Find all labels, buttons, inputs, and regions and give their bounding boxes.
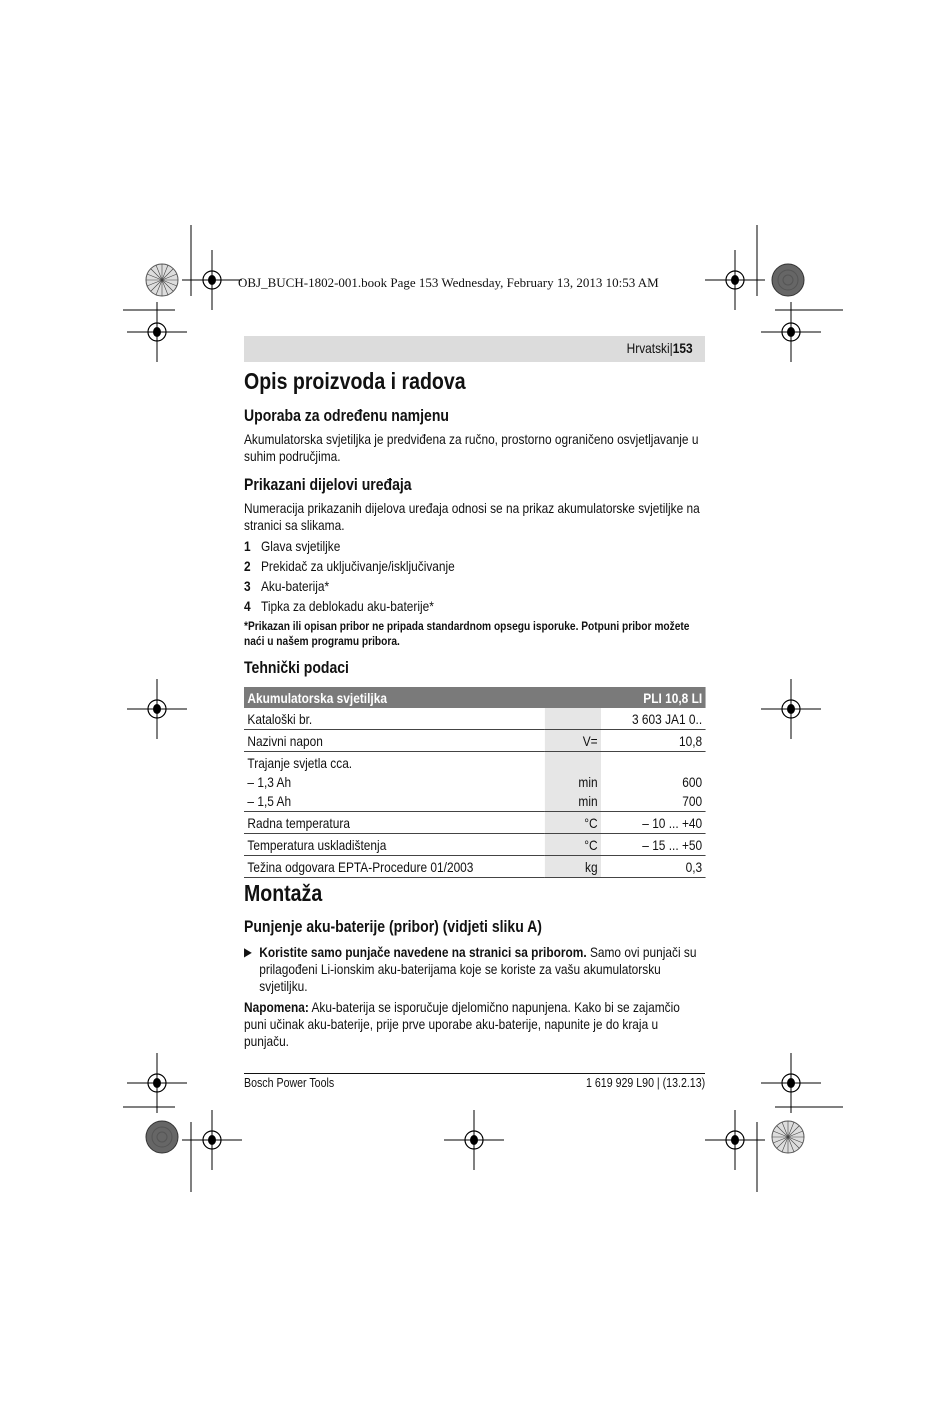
item-number: 4 bbox=[244, 598, 251, 614]
note-text: Aku-baterija se isporučuje djelomično napunjena. Kako bi se zajamčio puni učinak aku-baterije, prije prve uporabe aku-baterije, napunite je do kraja u punjaču. bbox=[244, 999, 680, 1049]
accessory-note: *Prikazan ili opisan pribor ne pripada standardnom opsegu isporuke. Potpuni pribor možete naći u našem programu pribora. bbox=[244, 619, 690, 648]
table-row bbox=[244, 752, 706, 774]
row-unit: °C bbox=[545, 834, 601, 856]
row-label: Temperatura uskladištenja bbox=[244, 834, 545, 856]
list-item bbox=[244, 558, 706, 578]
charger-instruction bbox=[244, 944, 706, 995]
item-number: 3 bbox=[244, 578, 251, 594]
charging-note bbox=[244, 999, 706, 1050]
item-number: 1 bbox=[244, 538, 251, 554]
row-label: – 1,5 Ah bbox=[244, 790, 545, 812]
parts-list bbox=[244, 538, 706, 618]
row-value: – 10 ... +40 bbox=[601, 812, 706, 834]
table-row bbox=[244, 834, 706, 856]
footer-brand: Bosch Power Tools bbox=[244, 1076, 335, 1090]
row-label: Kataloški br. bbox=[244, 708, 545, 730]
row-unit: °C bbox=[545, 812, 601, 834]
row-unit: min bbox=[545, 773, 601, 790]
page-header-bar bbox=[244, 336, 705, 362]
table-row bbox=[244, 812, 706, 834]
row-label: – 1,3 Ah bbox=[247, 773, 292, 790]
row-value: – 15 ... +50 bbox=[601, 834, 706, 856]
row-label: Nazivni napon bbox=[244, 730, 545, 752]
table-row bbox=[244, 730, 706, 752]
page-footer bbox=[244, 1073, 705, 1090]
page-number: 153 bbox=[673, 340, 693, 356]
row-unit bbox=[545, 752, 601, 774]
row-unit: kg bbox=[545, 856, 601, 878]
row-value: 700 bbox=[601, 790, 706, 812]
list-item bbox=[244, 578, 706, 598]
note-label: Napomena: bbox=[244, 999, 309, 1015]
table-header-value: PLI 10,8 LI bbox=[601, 687, 706, 708]
heading-parts: Prikazani dijelovi uređaja bbox=[244, 476, 412, 494]
table-header-row bbox=[244, 687, 706, 708]
row-unit: V= bbox=[545, 730, 601, 752]
instruction-bold: Koristite samo punjače navedene na stranici sa priborom. bbox=[259, 944, 587, 960]
row-unit: min bbox=[545, 790, 601, 812]
item-label: Tipka za deblokadu aku-baterije* bbox=[261, 598, 434, 614]
row-label: Trajanje svjetla cca. bbox=[247, 754, 353, 771]
item-label: Prekidač za uključivanje/isključivanje bbox=[261, 558, 455, 574]
footer-doc-number: 1 619 929 L90 | (13.2.13) bbox=[585, 1076, 705, 1090]
header-language: Hrvatski bbox=[627, 340, 671, 356]
heading-tech-data: Tehnički podaci bbox=[244, 659, 349, 677]
row-value bbox=[601, 752, 706, 774]
parts-text: Numeracija prikazanih dijelova uređaja odnosi se na prikaz akumulatorske svjetiljke na stranici sa slikama. bbox=[244, 500, 700, 533]
item-label: Glava svjetiljke bbox=[261, 538, 341, 554]
row-label: Radna temperatura bbox=[244, 812, 545, 834]
table-header-label: Akumulatorska svjetiljka bbox=[244, 687, 601, 708]
row-value: 600 bbox=[682, 773, 703, 790]
row-value: 3 603 JA1 0.. bbox=[601, 708, 706, 730]
item-number: 2 bbox=[244, 558, 251, 574]
heading-intended-use: Uporaba za određenu namjenu bbox=[244, 407, 449, 425]
row-value: 0,3 bbox=[601, 856, 706, 878]
list-item bbox=[244, 538, 706, 558]
table-row bbox=[244, 773, 706, 790]
table-row bbox=[244, 790, 706, 812]
table-row bbox=[244, 856, 706, 878]
row-value: 10,8 bbox=[601, 730, 706, 752]
heading-charging: Punjenje aku-baterije (pribor) (vidjeti sliku A) bbox=[244, 918, 542, 936]
instruction-text: Samo ovi punjači su prilagođeni Li-ionskim aku-baterijama koje se koriste za vašu akumulatorsku svjetiljku. bbox=[259, 944, 697, 994]
list-item bbox=[244, 598, 706, 618]
row-label: Težina odgovara EPTA-Procedure 01/2003 bbox=[244, 856, 545, 878]
intended-use-text: Akumulatorska svjetiljka je predviđena za ručno, prostorno ograničeno osvjetljavanje u suhim područjima. bbox=[244, 431, 699, 464]
table-row bbox=[244, 708, 706, 730]
item-label: Aku-baterija* bbox=[261, 578, 330, 594]
section-title-product: Opis proizvoda i radova bbox=[244, 368, 466, 394]
row-unit bbox=[545, 708, 601, 730]
tech-data-table bbox=[244, 687, 706, 878]
print-slug: OBJ_BUCH-1802-001.book Page 153 Wednesday, February 13, 2013 10:53 AM bbox=[238, 275, 659, 290]
triangle-bullet-icon: ▶ bbox=[244, 945, 252, 959]
section-title-assembly: Montaža bbox=[244, 880, 323, 906]
header-separator: | bbox=[670, 340, 674, 356]
